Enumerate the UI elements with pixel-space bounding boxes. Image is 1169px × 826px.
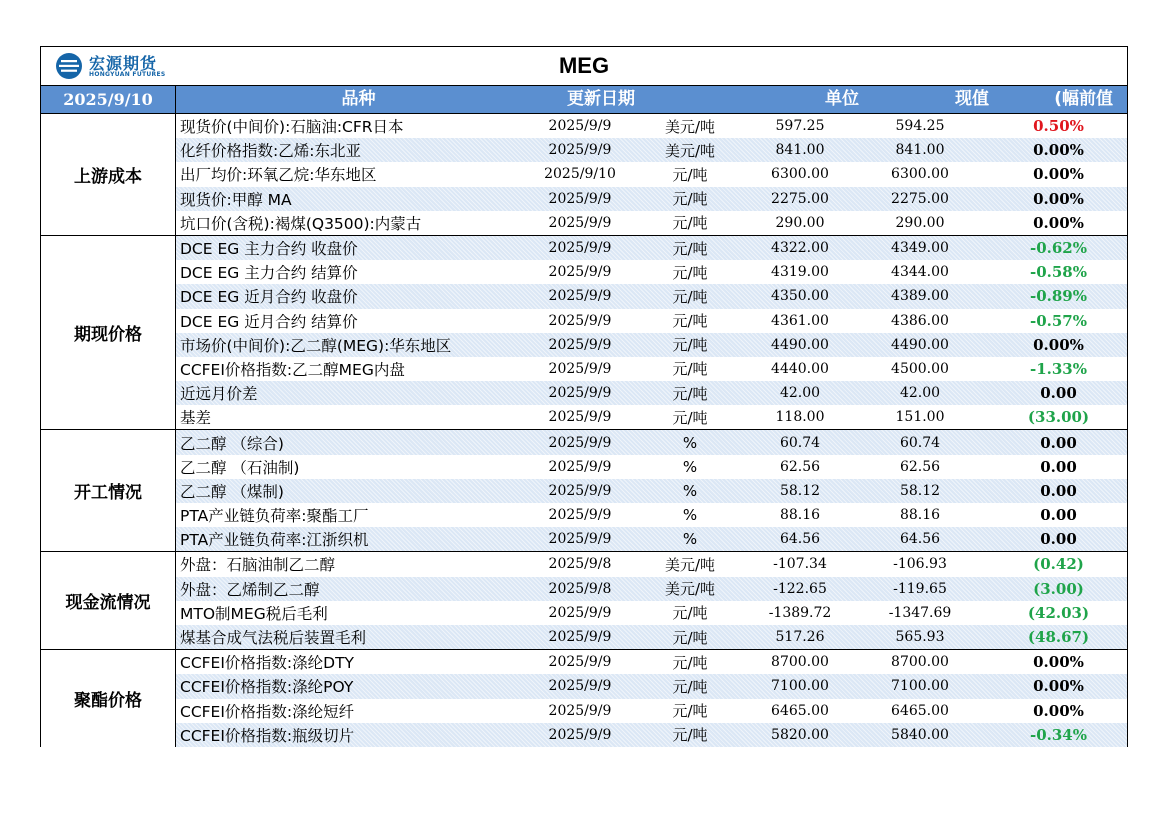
table-row [176,577,1127,601]
row-unit: % [682,481,698,500]
row-previous-value: 597.25 [775,118,825,135]
row-update-date: 2025/9/9 [548,288,612,305]
row-previous-value: 4350.00 [771,288,829,305]
row-current-value: 6300.00 [891,166,949,183]
row-update-date: 2025/9/9 [548,434,612,451]
row-previous-value: 4490.00 [771,336,829,353]
row-previous-value: 60.74 [779,434,821,451]
row-name: 现货价:甲醇 MA [180,190,292,209]
row-name: DCE EG 近月合约 收盘价 [180,288,358,307]
section-rows [176,650,1127,747]
row-previous-value: 88.16 [779,507,821,524]
row-unit: % [682,530,698,549]
row-name: DCE EG 近月合约 结算价 [180,312,358,331]
row-change: -0.62% [1029,239,1087,258]
row-name: 市场价(中间价):乙二醇(MEG):华东地区 [180,336,452,355]
meg-data-sheet [40,46,1128,747]
row-previous-value: 6300.00 [771,166,829,183]
row-name: DCE EG 主力合约 收盘价 [180,240,358,259]
row-unit: 元/吨 [672,263,708,282]
row-change: 0.00% [1033,701,1084,720]
table-section [40,650,1128,747]
section-label: 开工情况 [41,430,176,551]
row-current-value: -1347.69 [888,604,952,621]
table-row [176,357,1127,381]
row-change: 0.00% [1033,165,1084,184]
row-name: CCFEI价格指数:瓶级切片 [180,726,355,745]
row-previous-value: 64.56 [779,531,821,548]
row-change: -1.33% [1029,359,1087,378]
row-name: 外盘：石脑油制乙二醇 [180,556,336,575]
row-change: (0.42) [1033,555,1084,574]
row-name: 煤基合成气法税后装置毛利 [180,629,367,648]
row-name: CCFEI价格指数:涤纶DTY [180,654,355,673]
row-current-value: 4500.00 [891,360,949,377]
row-change: 0.00% [1033,141,1084,160]
row-update-date: 2025/9/9 [548,726,612,743]
row-current-value: 4349.00 [891,240,949,257]
table-row [176,699,1127,723]
section-rows [176,236,1127,430]
row-current-value: 841.00 [895,142,945,159]
row-name: 乙二醇 （石油制) [180,458,300,477]
row-change: (33.00) [1027,408,1090,427]
row-change: (3.00) [1033,579,1084,598]
row-unit: 元/吨 [672,628,708,647]
row-current-value: 4386.00 [891,312,949,329]
table-row [176,284,1127,308]
row-change: 0.00 [1040,530,1077,549]
row-name: PTA产业链负荷率:江浙织机 [180,531,369,550]
row-current-value: 594.25 [895,118,945,135]
row-change: 0.00% [1033,653,1084,672]
table-row [176,674,1127,698]
header-name: 品种 [341,89,376,109]
row-unit: % [682,433,698,452]
table-row [176,723,1127,747]
title-row [40,46,1128,85]
row-update-date: 2025/9/9 [548,336,612,353]
section-label: 上游成本 [41,114,176,235]
row-name: 近远月价差 [180,385,258,404]
row-current-value: 7100.00 [891,678,949,695]
row-previous-value: 62.56 [779,458,821,475]
table-row [176,430,1127,454]
row-update-date: 2025/9/10 [544,166,616,183]
row-change: 0.50% [1033,117,1084,136]
row-name: PTA产业链负荷率:聚酯工厂 [180,507,369,526]
table-row [176,138,1127,162]
row-unit: 元/吨 [672,360,708,379]
row-unit: 元/吨 [672,165,708,184]
row-current-value: 4344.00 [891,264,949,281]
table-section [40,236,1128,431]
row-unit: 元/吨 [672,604,708,623]
row-unit: 美元/吨 [664,117,716,136]
row-unit: 元/吨 [672,726,708,745]
row-current-value: 58.12 [899,482,941,499]
logo-chinese-text: 宏源期货 [89,54,158,73]
row-update-date: 2025/9/8 [548,580,612,597]
table-row [176,552,1127,576]
row-unit: 元/吨 [672,312,708,331]
row-previous-value: 5820.00 [771,726,829,743]
row-change: 0.00% [1033,677,1084,696]
row-change: 0.00 [1040,384,1077,403]
table-row [176,162,1127,186]
table-row [176,381,1127,405]
table-row [176,527,1127,551]
row-previous-value: 4322.00 [771,240,829,257]
row-name: DCE EG 主力合约 结算价 [180,264,358,283]
row-previous-value: -1389.72 [768,604,832,621]
row-update-date: 2025/9/9 [548,142,612,159]
section-rows [176,114,1127,235]
row-change: (42.03) [1027,603,1090,622]
row-name: CCFEI价格指数:涤纶短纤 [180,702,355,721]
header-unit: 单位 [825,89,859,109]
row-update-date: 2025/9/9 [548,118,612,135]
row-current-value: 5840.00 [891,726,949,743]
table-row [176,236,1127,260]
table-section [40,552,1128,650]
row-update-date: 2025/9/9 [548,507,612,524]
row-unit: 元/吨 [672,239,708,258]
row-previous-value: 517.26 [775,629,825,646]
row-update-date: 2025/9/9 [548,385,612,402]
row-previous-value: 4361.00 [771,312,829,329]
row-name: 乙二醇 （煤制) [180,482,284,501]
row-previous-value: 4319.00 [771,264,829,281]
row-current-value: 290.00 [895,214,945,231]
row-update-date: 2025/9/9 [548,678,612,695]
row-current-value: 565.93 [895,629,945,646]
row-current-value: -119.65 [893,580,947,597]
row-previous-value: 42.00 [779,385,821,402]
row-update-date: 2025/9/9 [548,654,612,671]
row-change: (48.67) [1027,628,1090,647]
row-current-value: 64.56 [899,531,941,548]
row-unit: % [682,457,698,476]
header-current: 现值 [955,89,989,109]
row-previous-value: 7100.00 [771,678,829,695]
row-update-date: 2025/9/9 [548,312,612,329]
row-current-value: 8700.00 [891,654,949,671]
row-previous-value: 58.12 [779,482,821,499]
table-section [40,114,1128,236]
row-change: -0.34% [1029,725,1087,744]
row-previous-value: 6465.00 [771,702,829,719]
row-unit: 元/吨 [672,677,708,696]
section-rows [176,430,1127,551]
row-name: 坑口价(含税):褐煤(Q3500):内蒙古 [180,214,422,233]
table-body [40,114,1128,747]
row-unit: 元/吨 [672,287,708,306]
header-change: (幅前值 [1054,89,1113,109]
table-row [176,260,1127,284]
row-update-date: 2025/9/9 [548,360,612,377]
row-current-value: 2275.00 [891,190,949,207]
row-unit: 元/吨 [672,336,708,355]
table-row [176,211,1127,235]
row-unit: 元/吨 [672,214,708,233]
table-row [176,114,1127,138]
row-unit: 元/吨 [672,384,708,403]
row-previous-value: -107.34 [773,556,827,573]
table-row [176,625,1127,649]
row-current-value: 6465.00 [891,702,949,719]
table-row [176,455,1127,479]
row-update-date: 2025/9/9 [548,190,612,207]
table-row [176,650,1127,674]
table-row [176,479,1127,503]
row-previous-value: -122.65 [773,580,827,597]
row-update-date: 2025/9/9 [548,604,612,621]
row-unit: 元/吨 [672,653,708,672]
row-unit: 美元/吨 [664,141,716,160]
row-change: 0.00 [1040,457,1077,476]
row-update-date: 2025/9/9 [548,409,612,426]
row-previous-value: 290.00 [775,214,825,231]
row-name: MTO制MEG税后毛利 [180,604,328,623]
row-change: -0.58% [1029,263,1087,282]
row-name: 外盘：乙烯制乙二醇 [180,580,320,599]
section-label: 聚酯价格 [41,650,176,747]
row-update-date: 2025/9/9 [548,482,612,499]
row-change: -0.57% [1029,311,1087,330]
page-title: MEG [558,53,610,78]
row-unit: 元/吨 [672,702,708,721]
row-current-value: 4389.00 [891,288,949,305]
row-current-value: 60.74 [899,434,941,451]
table-row [176,601,1127,625]
row-name: 出厂均价:环氧乙烷:华东地区 [180,166,377,185]
row-name: CCFEI价格指数:涤纶POY [180,678,354,697]
row-change: 0.00% [1033,213,1084,232]
row-change: 0.00 [1040,481,1077,500]
row-current-value: -106.93 [893,556,947,573]
row-previous-value: 2275.00 [771,190,829,207]
row-unit: 元/吨 [672,190,708,209]
row-update-date: 2025/9/9 [548,702,612,719]
table-row [176,405,1127,429]
row-name: 化纤价格指数:乙烯:东北亚 [180,142,361,161]
row-update-date: 2025/9/9 [548,214,612,231]
table-header [40,85,1128,114]
row-change: 0.00% [1033,189,1084,208]
row-previous-value: 841.00 [775,142,825,159]
row-previous-value: 8700.00 [771,654,829,671]
row-name: 乙二醇 （综合) [180,434,284,453]
row-update-date: 2025/9/9 [548,629,612,646]
row-unit: % [682,506,698,525]
row-update-date: 2025/9/8 [548,556,612,573]
header-date: 2025/9/10 [41,86,176,113]
row-change: 0.00% [1033,335,1084,354]
table-row [176,333,1127,357]
section-rows [176,552,1127,649]
section-label: 现金流情况 [41,552,176,649]
row-current-value: 88.16 [899,507,941,524]
table-row [176,187,1127,211]
row-change: 0.00 [1040,433,1077,452]
row-update-date: 2025/9/9 [548,240,612,257]
logo-english-text: HONGYUAN FUTURES [89,71,166,78]
row-update-date: 2025/9/9 [548,458,612,475]
row-previous-value: 4440.00 [771,360,829,377]
row-update-date: 2025/9/9 [548,264,612,281]
table-section [40,430,1128,552]
row-previous-value: 118.00 [775,409,825,426]
row-change: -0.89% [1029,287,1087,306]
table-row [176,309,1127,333]
row-unit: 元/吨 [672,408,708,427]
row-update-date: 2025/9/9 [548,531,612,548]
row-name: 现货价(中间价):石脑油:CFR日本 [180,118,404,137]
row-current-value: 151.00 [895,409,945,426]
row-change: 0.00 [1040,506,1077,525]
row-name: 基差 [180,409,212,428]
table-row [176,503,1127,527]
section-label: 期现价格 [41,236,176,430]
row-current-value: 42.00 [899,385,941,402]
row-current-value: 62.56 [899,458,941,475]
header-update-date: 更新日期 [567,89,635,109]
row-current-value: 4490.00 [891,336,949,353]
row-name: CCFEI价格指数:乙二醇MEG内盘 [180,360,405,379]
row-unit: 美元/吨 [664,555,716,574]
row-unit: 美元/吨 [664,580,716,599]
